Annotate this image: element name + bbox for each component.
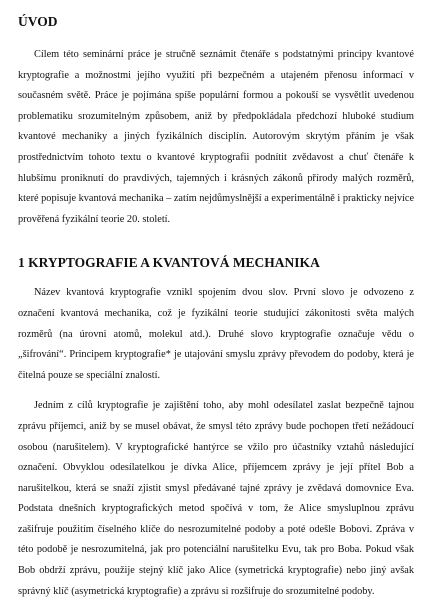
section-heading-kryptografie: 1 KRYPTOGRAFIE A KVANTOVÁ MECHANIKA bbox=[18, 255, 320, 271]
section-paragraph: Název kvantová kryptografie vznikl spojením dvou slov. První slovo je odvozeno z označení kvantová mechanika, což je fyzikální teorie studující zákonitosti světa malých rozměrů (na úrovni atomů, molekul atd.). Druhé slovo kryptografie označuje vědu o „šifrování“. Principem kryptografie* je utajování smyslu zprávy převodem do podoby, která je čitelná pouze se speciální znalostí. bbox=[18, 287, 414, 381]
intro-heading: ÚVOD bbox=[18, 14, 58, 29]
intro-paragraph: Cílem této seminární práce je stručně seznámit čtenáře s podstatnými principy kvantové kryptografie a možnostmi jejího využití při bezpečném a utajeném přenosu informací v současném světě. Práce je pojímána spíše populární formou a pokouší se vysvětlit uvedenou problematiku srozumitelným způsobem, aniž by předpokládala předchozí hluboké studium kvantové mechaniky a jiných fyzikálních disciplín. Autorovým skrytým přáním je však prostřednictvím tohoto textu o kvantové kryptografii podnítit zvědavost a chuť čtenáře k hlubšímu proniknutí do pravdivých, tajemných i krásných zákonů přírody malých rozměrů, které popisuje kvantová mechanika – zatím nejdůmyslnější a experimentálně i prakticky nejvíce prověřená fyzikální teorie 20. století. bbox=[18, 49, 415, 225]
section-paragraph: Jedním z cílů kryptografie je zajištění toho, aby mohl odesílatel zaslat bezpečně tajnou zprávu příjemci, aniž by se musel obávat, že smysl této zprávy bude pochopen třetí nežádoucí osobou (narušitelem). V kryptografické hantýrce se vžilo pro účastníky vztahů následující označení. Obvyklou odesílatelkou je dívka Alice, příjemcem zprávy je její přítel Bob a narušitelkou, která se snaží zjistit smysl předávané tajné zprávy je zvědavá domovnice Eva. Podstata dnešních kryptografických metod spočívá v tom, že Alice smysluplnou zprávu zašifruje použitím číselného klíče do nesrozumitelné podoby a poté odešle Bobovi. Zpráva v této podobě je nesrozumitelná, jak pro potenciální narušitelku Evu, tak pro Boba. Pokud však Bob obdrží zprávu, použije stejný klíč jako Alice (symetrická kryptografie) nebo jiný avšak správný klíč (asymetrická kryptografie) a zprávu si rozšifruje do srozumitelné podoby. bbox=[18, 400, 414, 597]
